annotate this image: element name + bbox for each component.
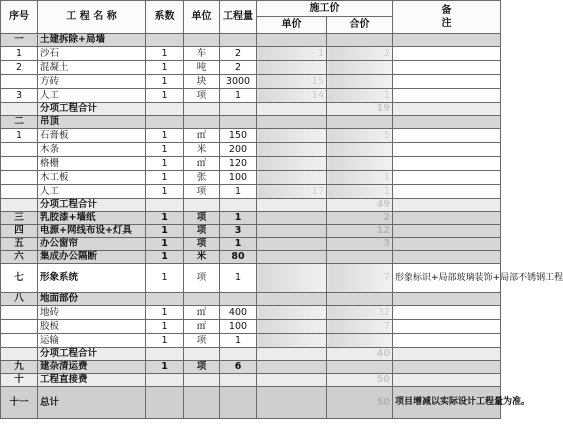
cell-seq: 1 bbox=[1, 47, 38, 61]
cell-qty: 1 bbox=[220, 238, 257, 251]
cell-unit-price: 14 bbox=[257, 89, 327, 103]
table-row bbox=[1, 264, 501, 293]
cell-unit-price: 1 bbox=[257, 47, 327, 61]
cell-qty: 1 bbox=[220, 334, 257, 348]
cell-seq: 1 bbox=[1, 129, 38, 143]
cell-unit-price bbox=[257, 171, 327, 185]
table-row bbox=[1, 75, 501, 89]
cell-seq bbox=[1, 199, 38, 212]
cell-seq: 2 bbox=[1, 61, 38, 75]
cell-note bbox=[393, 75, 501, 89]
cell-qty: 3000 bbox=[220, 75, 257, 89]
cell-total-price: 1 bbox=[327, 89, 393, 103]
cell-name: 办公窗帘 bbox=[38, 238, 146, 251]
cell-seq bbox=[1, 185, 38, 199]
cell-unit bbox=[184, 199, 220, 212]
cell-seq: 十 bbox=[1, 374, 38, 387]
cell-coef bbox=[146, 387, 184, 419]
cell-name: 建杂清运费 bbox=[38, 361, 146, 374]
table-row bbox=[1, 361, 501, 374]
cell-total-price: 12 bbox=[327, 225, 393, 238]
cell-unit-price bbox=[257, 320, 327, 334]
cell-qty: 1 bbox=[220, 185, 257, 199]
cell-name: 木工板 bbox=[38, 171, 146, 185]
table-row bbox=[1, 238, 501, 251]
cell-note bbox=[393, 116, 501, 129]
cell-total-price bbox=[327, 61, 393, 75]
cell-total-price bbox=[327, 157, 393, 171]
cell-note bbox=[393, 185, 501, 199]
table-row bbox=[1, 212, 501, 225]
cell-seq bbox=[1, 103, 38, 116]
cell-qty: 200 bbox=[220, 143, 257, 157]
cell-name: 地面部份 bbox=[38, 293, 146, 306]
cell-coef: 1 bbox=[146, 361, 184, 374]
cell-note bbox=[393, 199, 501, 212]
cell-seq bbox=[1, 334, 38, 348]
cell-unit-price bbox=[257, 116, 327, 129]
table-row bbox=[1, 293, 501, 306]
cell-seq: 九 bbox=[1, 361, 38, 374]
cell-unit-price bbox=[257, 306, 327, 320]
cell-unit-price bbox=[257, 374, 327, 387]
table-row bbox=[1, 143, 501, 157]
cell-unit-price bbox=[257, 61, 327, 75]
cell-unit: 米 bbox=[184, 251, 220, 264]
cell-seq: 三 bbox=[1, 212, 38, 225]
cell-note bbox=[393, 171, 501, 185]
cell-name: 人工 bbox=[38, 185, 146, 199]
cell-unit-price bbox=[257, 293, 327, 306]
table-row bbox=[1, 61, 501, 75]
cell-coef: 1 bbox=[146, 143, 184, 157]
table-row bbox=[1, 334, 501, 348]
cell-total-price: 3 bbox=[327, 238, 393, 251]
cell-total-price: 2 bbox=[327, 212, 393, 225]
table-row bbox=[1, 348, 501, 361]
cell-coef bbox=[146, 116, 184, 129]
table-row bbox=[1, 374, 501, 387]
cell-unit-price bbox=[257, 238, 327, 251]
cell-unit: 项 bbox=[184, 185, 220, 199]
cell-note bbox=[393, 361, 501, 374]
cell-total-price: 1 bbox=[327, 171, 393, 185]
cell-name: 吊顶 bbox=[38, 116, 146, 129]
cell-qty: 1 bbox=[220, 212, 257, 225]
cell-note: 形象标识+局部玻璃装饰+局部不锈钢工程 bbox=[393, 264, 501, 293]
cell-coef bbox=[146, 374, 184, 387]
cell-unit bbox=[184, 374, 220, 387]
cell-unit-price bbox=[257, 212, 327, 225]
cell-note bbox=[393, 34, 501, 47]
cell-name: 胶板 bbox=[38, 320, 146, 334]
header-unit-price: 单价 bbox=[257, 17, 327, 34]
cell-total-price: 2 bbox=[327, 47, 393, 61]
cell-seq bbox=[1, 75, 38, 89]
cell-note bbox=[393, 225, 501, 238]
cell-unit bbox=[184, 116, 220, 129]
cell-coef: 1 bbox=[146, 61, 184, 75]
header-name: 工 程 名 称 bbox=[38, 1, 146, 34]
cell-seq: 四 bbox=[1, 225, 38, 238]
cell-qty bbox=[220, 103, 257, 116]
cell-unit-price bbox=[257, 225, 327, 238]
cell-total-price: 7 bbox=[327, 320, 393, 334]
cell-seq bbox=[1, 143, 38, 157]
cell-seq: 六 bbox=[1, 251, 38, 264]
cell-unit bbox=[184, 387, 220, 419]
cell-name: 集成办公隔断 bbox=[38, 251, 146, 264]
cell-unit-price: 17 bbox=[257, 185, 327, 199]
cell-name: 电源+网线布设+灯具 bbox=[38, 225, 146, 238]
cell-unit-price bbox=[257, 387, 327, 419]
cell-total-price bbox=[327, 334, 393, 348]
table-row bbox=[1, 89, 501, 103]
header-seq: 序号 bbox=[1, 1, 38, 34]
table-row bbox=[1, 171, 501, 185]
table-row bbox=[1, 185, 501, 199]
cell-name: 混凝土 bbox=[38, 61, 146, 75]
cell-note bbox=[393, 157, 501, 171]
cell-coef: 1 bbox=[146, 171, 184, 185]
cell-unit: 米 bbox=[184, 143, 220, 157]
cell-total-price: 7 bbox=[327, 264, 393, 293]
cell-seq: 七 bbox=[1, 264, 38, 293]
cell-note bbox=[393, 103, 501, 116]
cell-unit-price: 15 bbox=[257, 75, 327, 89]
cell-coef bbox=[146, 199, 184, 212]
cell-qty: 80 bbox=[220, 251, 257, 264]
cell-total-price: 5 bbox=[327, 129, 393, 143]
cell-coef: 1 bbox=[146, 157, 184, 171]
cell-total-price bbox=[327, 361, 393, 374]
header-qty: 工程量 bbox=[220, 1, 257, 34]
cell-coef bbox=[146, 293, 184, 306]
cell-qty: 120 bbox=[220, 157, 257, 171]
cell-seq: 二 bbox=[1, 116, 38, 129]
cell-total-price: 1 bbox=[327, 185, 393, 199]
cell-name: 分项工程合计 bbox=[38, 199, 146, 212]
cell-total-price bbox=[327, 143, 393, 157]
cell-total-price: 40 bbox=[327, 348, 393, 361]
cell-name: 分项工程合计 bbox=[38, 348, 146, 361]
cell-unit bbox=[184, 103, 220, 116]
cell-unit-price bbox=[257, 103, 327, 116]
table-row bbox=[1, 320, 501, 334]
cell-coef bbox=[146, 34, 184, 47]
cell-coef: 1 bbox=[146, 75, 184, 89]
table-row bbox=[1, 34, 501, 47]
cell-note bbox=[393, 89, 501, 103]
cell-unit: ㎡ bbox=[184, 306, 220, 320]
cell-total-price bbox=[327, 34, 393, 47]
cell-unit: ㎡ bbox=[184, 129, 220, 143]
cell-qty bbox=[220, 387, 257, 419]
cell-qty: 1 bbox=[220, 264, 257, 293]
cell-unit: ㎡ bbox=[184, 320, 220, 334]
cell-note: 项目增减以实际设计工程量为准。 bbox=[393, 387, 501, 419]
cell-total-price: 50 bbox=[327, 387, 393, 419]
cell-name: 工程直接费 bbox=[38, 374, 146, 387]
cell-coef: 1 bbox=[146, 212, 184, 225]
cell-unit: ㎡ bbox=[184, 157, 220, 171]
cell-total-price: 49 bbox=[327, 199, 393, 212]
cell-coef: 1 bbox=[146, 185, 184, 199]
cell-name: 格栅 bbox=[38, 157, 146, 171]
table-row bbox=[1, 225, 501, 238]
cell-qty: 3 bbox=[220, 225, 257, 238]
header-remark bbox=[393, 1, 501, 34]
cell-name: 分项工程合计 bbox=[38, 103, 146, 116]
cell-note bbox=[393, 306, 501, 320]
cell-seq: 一 bbox=[1, 34, 38, 47]
cell-coef: 1 bbox=[146, 306, 184, 320]
cell-coef: 1 bbox=[146, 264, 184, 293]
cell-name: 运输 bbox=[38, 334, 146, 348]
cell-qty: 150 bbox=[220, 129, 257, 143]
table-row bbox=[1, 116, 501, 129]
cell-total-price: 19 bbox=[327, 103, 393, 116]
cell-name: 木条 bbox=[38, 143, 146, 157]
cell-unit: 项 bbox=[184, 334, 220, 348]
cell-note bbox=[393, 320, 501, 334]
cell-unit: 块 bbox=[184, 75, 220, 89]
cell-unit-price bbox=[257, 251, 327, 264]
cell-note bbox=[393, 61, 501, 75]
cell-seq bbox=[1, 157, 38, 171]
cell-total-price: 50 bbox=[327, 374, 393, 387]
cell-seq bbox=[1, 348, 38, 361]
cell-unit-price bbox=[257, 348, 327, 361]
header-remark-line1: 备 bbox=[441, 5, 452, 16]
cell-unit: 项 bbox=[184, 212, 220, 225]
cell-name: 人工 bbox=[38, 89, 146, 103]
cell-coef: 1 bbox=[146, 334, 184, 348]
cell-unit-price bbox=[257, 264, 327, 293]
cell-name: 乳胶漆+墙纸 bbox=[38, 212, 146, 225]
cell-unit: 张 bbox=[184, 171, 220, 185]
table-row bbox=[1, 199, 501, 212]
cell-seq: 五 bbox=[1, 238, 38, 251]
cell-qty bbox=[220, 374, 257, 387]
cell-unit bbox=[184, 348, 220, 361]
cell-coef bbox=[146, 348, 184, 361]
cell-name: 沙石 bbox=[38, 47, 146, 61]
cell-coef: 1 bbox=[146, 89, 184, 103]
cell-note bbox=[393, 334, 501, 348]
cell-note bbox=[393, 293, 501, 306]
cell-qty: 1 bbox=[220, 89, 257, 103]
table-row bbox=[1, 129, 501, 143]
cell-total-price bbox=[327, 293, 393, 306]
table-body bbox=[1, 34, 563, 419]
cell-coef: 1 bbox=[146, 251, 184, 264]
cell-unit-price bbox=[257, 334, 327, 348]
cell-seq: 3 bbox=[1, 89, 38, 103]
cell-unit-price bbox=[257, 129, 327, 143]
cell-qty bbox=[220, 199, 257, 212]
cell-note bbox=[393, 129, 501, 143]
cell-qty: 6 bbox=[220, 361, 257, 374]
cell-qty bbox=[220, 116, 257, 129]
cell-unit bbox=[184, 34, 220, 47]
table-row bbox=[1, 47, 501, 61]
cell-note bbox=[393, 212, 501, 225]
cell-unit: 吨 bbox=[184, 61, 220, 75]
cell-note bbox=[393, 374, 501, 387]
cell-unit: 项 bbox=[184, 238, 220, 251]
cell-note bbox=[393, 47, 501, 61]
cell-qty: 2 bbox=[220, 61, 257, 75]
cell-total-price bbox=[327, 251, 393, 264]
cell-coef: 1 bbox=[146, 225, 184, 238]
table-row bbox=[1, 103, 501, 116]
cell-total-price: 32 bbox=[327, 306, 393, 320]
cell-total-price bbox=[327, 116, 393, 129]
cell-note bbox=[393, 348, 501, 361]
cell-unit: 项 bbox=[184, 361, 220, 374]
cell-unit-price bbox=[257, 34, 327, 47]
cell-seq bbox=[1, 320, 38, 334]
cell-name: 总计 bbox=[38, 387, 146, 419]
table-row bbox=[1, 157, 501, 171]
table-row bbox=[1, 306, 501, 320]
cell-name: 方砖 bbox=[38, 75, 146, 89]
cell-unit: 项 bbox=[184, 89, 220, 103]
cell-note bbox=[393, 238, 501, 251]
cell-unit-price bbox=[257, 143, 327, 157]
cell-seq bbox=[1, 171, 38, 185]
table-row bbox=[1, 251, 501, 264]
cell-coef bbox=[146, 103, 184, 116]
cell-note bbox=[393, 143, 501, 157]
cell-name: 形象系统 bbox=[38, 264, 146, 293]
cell-qty bbox=[220, 293, 257, 306]
cell-unit-price bbox=[257, 199, 327, 212]
header-total-price: 合价 bbox=[327, 17, 393, 34]
cell-seq bbox=[1, 306, 38, 320]
cell-qty: 100 bbox=[220, 320, 257, 334]
cell-coef: 1 bbox=[146, 238, 184, 251]
cell-name: 石膏板 bbox=[38, 129, 146, 143]
table-row bbox=[1, 387, 501, 419]
cell-qty: 2 bbox=[220, 47, 257, 61]
cell-seq: 八 bbox=[1, 293, 38, 306]
cell-unit-price bbox=[257, 157, 327, 171]
cell-qty bbox=[220, 34, 257, 47]
cell-total-price bbox=[327, 75, 393, 89]
cell-unit: 项 bbox=[184, 225, 220, 238]
cell-unit: 车 bbox=[184, 47, 220, 61]
cell-unit bbox=[184, 293, 220, 306]
header-remark-line2: 注 bbox=[441, 18, 452, 29]
cell-name: 地砖 bbox=[38, 306, 146, 320]
cell-name: 土建拆除+局墙 bbox=[38, 34, 146, 47]
header-unit: 单位 bbox=[184, 1, 220, 34]
cell-qty: 400 bbox=[220, 306, 257, 320]
cell-qty bbox=[220, 348, 257, 361]
cell-note bbox=[393, 251, 501, 264]
cell-coef: 1 bbox=[146, 47, 184, 61]
header-construction-price: 施工价 bbox=[257, 1, 393, 17]
cell-qty: 100 bbox=[220, 171, 257, 185]
cell-unit: 项 bbox=[184, 264, 220, 293]
cell-coef: 1 bbox=[146, 129, 184, 143]
cell-unit-price bbox=[257, 361, 327, 374]
cell-seq: 十一 bbox=[1, 387, 38, 419]
cell-coef: 1 bbox=[146, 320, 184, 334]
header-coef: 系数 bbox=[146, 1, 184, 34]
